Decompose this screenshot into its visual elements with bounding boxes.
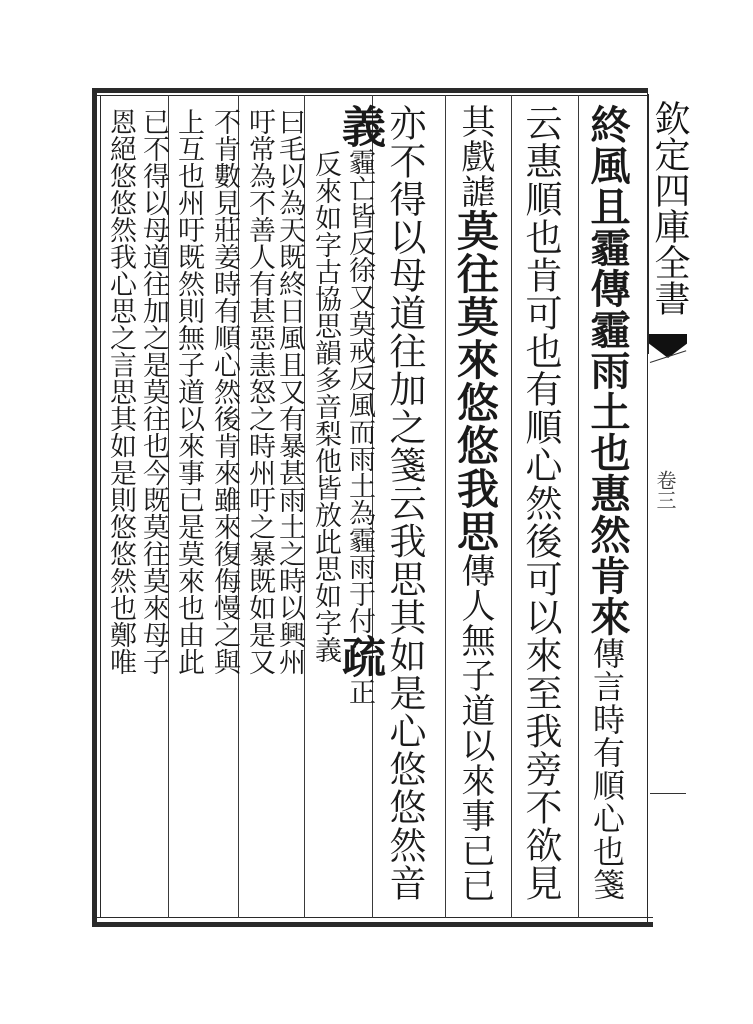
- annotation-text: 已不得以母道往加之是莫往也今既莫往莫來母子: [138, 108, 169, 675]
- edge-volume-label: 卷三: [653, 470, 677, 510]
- commentary-text: 音: [383, 864, 426, 902]
- frame-top-inner-border: [92, 95, 647, 96]
- annotation-text: 曰毛以為天既終日風且又有暴甚雨土之時以興州: [274, 108, 305, 675]
- frame-bottom-border: [92, 922, 653, 927]
- frame-left-border: [92, 88, 97, 927]
- commentary-text: 亦不得以母道往加之箋云我思其如是心悠悠然: [383, 104, 426, 864]
- text-column-4: [384, 104, 424, 902]
- commentary-text: 傳言時有順心也箋: [588, 637, 626, 901]
- text-column-12: [105, 108, 135, 675]
- text-column-7: [274, 108, 304, 675]
- column-rule: [511, 95, 512, 918]
- annotation-text: 義: [310, 636, 341, 663]
- text-column-6: [310, 150, 340, 663]
- text-column-5: [334, 104, 385, 705]
- text-column-8: [244, 108, 274, 675]
- text-column-2: [520, 104, 560, 902]
- text-column-9: [209, 108, 239, 675]
- annotation-text: 吁常為不善人有甚惡恚怒之時州吁之暴既如是又: [244, 108, 275, 675]
- edge-title: 欽定四庫全書: [649, 100, 690, 316]
- column-rule: [445, 95, 446, 918]
- frame-top-border: [92, 88, 647, 93]
- commentary-text: 云惠順也肯可也有順心然後可以來至我旁不欲見: [519, 104, 562, 902]
- annotation-text: 恩絕悠悠然我心思之言思其如是則悠悠然也鄭唯: [105, 108, 136, 675]
- main-text: 終風且霾傳霾雨土也: [584, 104, 631, 473]
- column-rule: [578, 95, 579, 918]
- annotation-text: 正: [344, 678, 375, 705]
- text-column-10: [173, 108, 203, 675]
- commentary-text: 傳人無子道以來事已已: [455, 553, 495, 903]
- annotation-text: 上互也州吁既然則無子道以來事已是莫來也由此: [173, 108, 204, 675]
- main-text: 惠然肯來: [584, 473, 631, 637]
- text-column-1: [584, 104, 630, 901]
- annotation-text: 反來如字古協思韻多音梨他皆放此思如字: [310, 150, 341, 636]
- edge-tick: [650, 793, 686, 794]
- section-marker: 疏: [334, 634, 385, 678]
- text-column-3: [452, 104, 498, 903]
- text-column-11: [138, 108, 168, 675]
- fishtail-mark-icon: [649, 334, 687, 358]
- annotation-text: 不肯數見莊姜時有順心然後肯來雖來復侮慢之與: [209, 108, 240, 675]
- section-marker: 義: [334, 104, 385, 148]
- commentary-text: 其戲謔: [455, 104, 495, 209]
- frame-left-inner-border: [100, 95, 101, 918]
- annotation-text: 霾亡皆反徐又莫戒反風而雨土為霾雨于付: [344, 148, 375, 634]
- main-text: 莫往莫來悠悠我思: [451, 209, 500, 553]
